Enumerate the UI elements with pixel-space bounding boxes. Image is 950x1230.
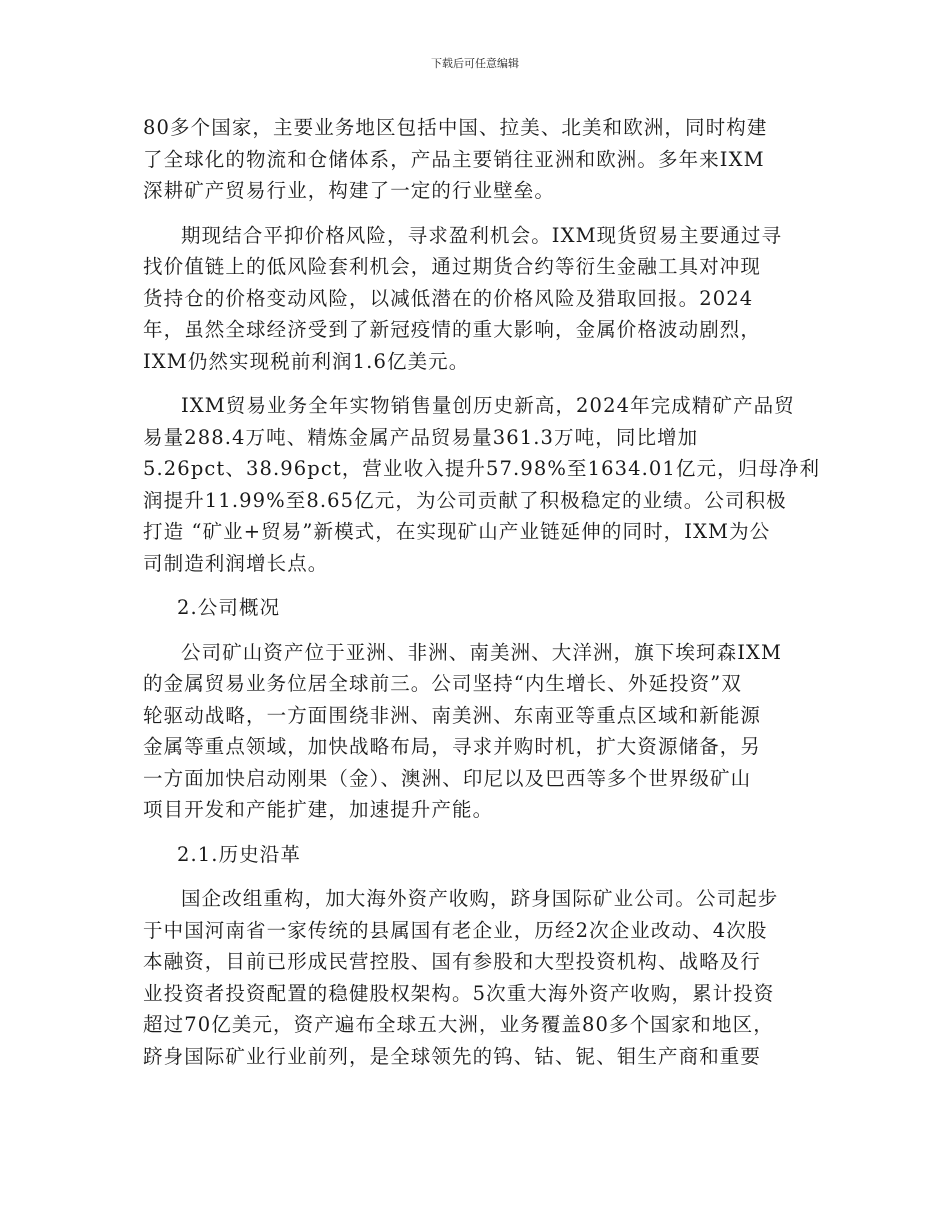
text-line: 业投资者投资配置的稳健股权架构。5次重大海外资产收购，累计投资	[143, 981, 775, 1005]
text-line: 润提升11.99%至8.65亿元，为公司贡献了积极稳定的业绩。公司积极	[143, 488, 787, 512]
text-line: 80多个国家，主要业务地区包括中国、拉美、北美和欧洲，同时构建	[143, 116, 768, 139]
text-line: 易量288.4万吨、精炼金属产品贸易量361.3万吨，同比增加	[143, 425, 699, 449]
text-line: 跻身国际矿业行业前列，是全球领先的钨、钴、铌、钼生产商和重要	[143, 1044, 762, 1068]
paragraph-trade-performance	[143, 390, 821, 579]
section-heading: 2.公司概况	[177, 596, 281, 619]
text-line: IXM贸易业务全年实物销售量创历史新高，2024年完成精矿产品贸	[181, 394, 795, 417]
text-line: 公司矿山资产位于亚洲、非洲、南美洲、大洋洲，旗下埃珂森IXM	[181, 640, 783, 664]
text-line: 本融资，目前已形成民营控股、国有参股和大型投资机构、战略及行	[143, 950, 762, 973]
text-line: 一方面加快启动刚果（金）、澳洲、印尼以及巴西等多个世界级矿山	[143, 766, 752, 790]
paragraph-hedging	[143, 220, 808, 378]
subsection-heading: 2.1.历史沿革	[177, 842, 302, 866]
paragraph-history	[143, 883, 808, 1072]
page-header: 下载后可任意编辑	[431, 57, 519, 70]
paragraph-company-overview	[143, 637, 808, 826]
text-line: 项目开发和产能扩建，加速提升产能。	[143, 798, 494, 821]
paragraph-ixm-overview	[143, 112, 808, 207]
text-line: IXM仍然实现税前利润1.6亿美元。	[143, 349, 470, 373]
text-line: 期现结合平抑价格风险，寻求盈利机会。IXM现货贸易主要通过寻	[181, 223, 783, 247]
text-line: 找价值链上的低风险套利机会，通过期货合约等衍生金融工具对冲现	[143, 255, 762, 278]
text-line: 货持仓的价格变动风险，以减低潜在的价格风险及猎取回报。2024	[143, 286, 754, 310]
text-line: 于中国河南省一家传统的县属国有老企业，历经2次企业改动、4次股	[143, 918, 768, 942]
document-body	[143, 112, 821, 1085]
text-line: 5.26pct、38.96pct，营业收入提升57.98%至1634.01亿元，归母净利	[143, 457, 821, 480]
text-line: 司制造利润增长点。	[143, 551, 329, 575]
text-line: 深耕矿产贸易行业，构建了一定的行业壁垒。	[143, 179, 556, 202]
text-line: 超过70亿美元，资产遍布全球五大洲，业务覆盖80多个国家和地区，	[143, 1013, 774, 1036]
text-line: 金属等重点领域，加快战略布局，寻求并购时机，扩大资源储备，另	[143, 735, 762, 758]
text-line: 打造 “矿业+贸易”新模式，在实现矿山产业链延伸的同时，IXM为公	[143, 520, 771, 543]
text-line: 的金属贸易业务位居全球前三。公司坚持“内生增长、外延投资”双	[143, 672, 742, 695]
text-line: 国企改组重构，加大海外资产收购，跻身国际矿业公司。公司起步	[181, 887, 779, 910]
text-line: 轮驱动战略，一方面围绕非洲、南美洲、东南亚等重点区域和新能源	[143, 703, 762, 727]
text-line: 年，虽然全球经济受到了新冠疫情的重大影响，金属价格波动剧烈，	[143, 318, 762, 341]
text-line: 了全球化的物流和仓储体系，产品主要销往亚洲和欧洲。多年来IXM	[143, 147, 765, 171]
